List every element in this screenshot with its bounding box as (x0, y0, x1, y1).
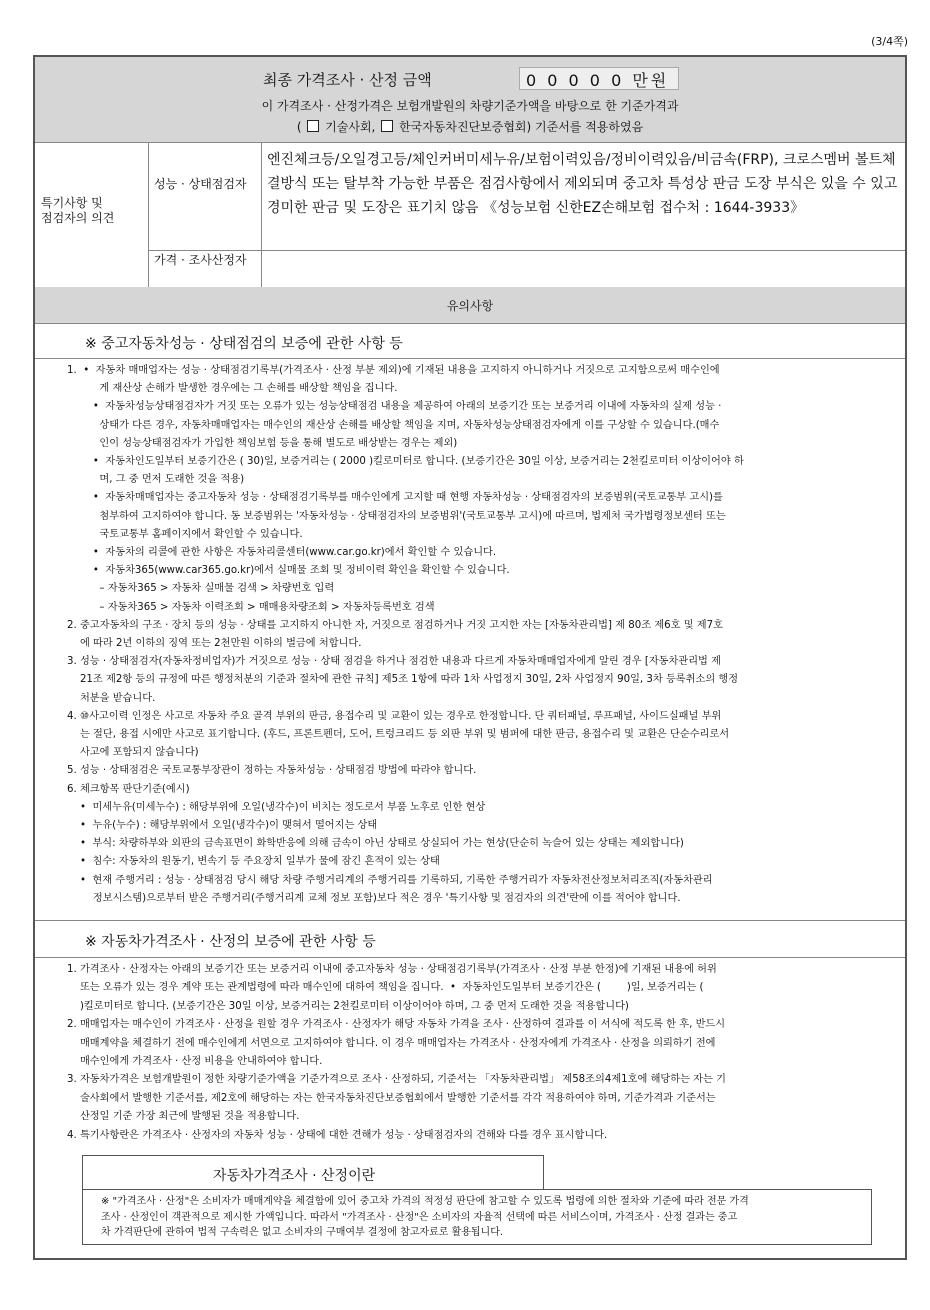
amount-field[interactable]: 0 0 0 0 0 만원 (519, 67, 679, 90)
list-line: 며, 그 중 먼저 도래한 것을 적용) (67, 474, 245, 486)
list-line: 2. 중고자동차의 구조 · 장치 등의 성능 · 상태를 고지하지 아니한 자, 거짓으로 점검하거나 거짓 고지한 자는 [자동차관리법] 제 80조 제6호 및 제7호 (67, 619, 723, 631)
list-line: 에 따라 2년 이하의 징역 또는 2천만원 이하의 벌금에 처합니다. (67, 638, 362, 649)
list-line: 처분을 받습니다. (67, 692, 156, 704)
inspector-label: 성능 · 상태점검자 (154, 177, 247, 191)
appraiser-label: 가격 · 조사산정자 (154, 253, 247, 267)
list-line: 6. 체크항목 판단기준(예시) (67, 783, 190, 795)
list-line: • 부식: 차량하부와 외판의 금속표면이 화학반응에 의해 금속이 아닌 상태로 상실되어 가는 현상(단순히 녹슬어 있는 상태는 제외합니다) (67, 838, 684, 850)
list-line: 4. 특기사항란은 가격조사 · 산정자의 자동차 성능 · 상태에 대한 견해가 성능 · 상태점검자의 견해와 다를 경우 표시합니다. (67, 1129, 608, 1141)
checkbox-engineering-society[interactable] (307, 120, 319, 132)
inspector-opinion-text[interactable]: 엔진체크등/오일경고등/체인커버미세누유/보험이력있음/정비이력있음/비금속(FRP), 크로스멤버 볼트체결방식 또는 탈부착 가능한 부품은 점검사항에서 제외되며 중고차 특성상 판금 도장 부식은 있을 수 있고 경미한 판금 및 도장은 표기치 않음 《성능보험 신한EZ손해보험 접수처 : 1644-3933》 (267, 152, 898, 216)
list-line: 사고에 포함되지 않습니다) (67, 747, 199, 759)
list-line: • 자동차인도일부터 보증기간은 ( 30)일, 보증거리는 ( 2000 )킬로미터로 합니다. (보증기간은 30일 이상, 보증거리는 2천킬로미터 이상이어야 하 (67, 456, 744, 467)
divider (35, 358, 905, 359)
section2-heading: ※ 자동차가격조사 · 산정의 보증에 관한 사항 등 (85, 934, 376, 950)
about-title: 자동차가격조사 · 산정이란 (213, 1168, 376, 1184)
list-line: • 누유(누수) : 해당부위에서 오일(냉각수)이 맺혀서 떨어지는 상태 (67, 820, 378, 831)
list-line: • 현재 주행거리 : 성능 · 상태점검 당시 해당 차량 주행거리계의 주행거리를 기록하되, 기록한 주행거리가 자동차전산정보처리조직(자동차관리 (67, 874, 713, 886)
list-line: 4. ⑩사고이력 인정은 사고로 자동차 주요 골격 부위의 판금, 용접수리 및 교환이 있는 경우로 한정합니다. 단 쿼터패널, 루프패널, 사이드실패널 부위 (67, 710, 722, 722)
list-line: 1. • 자동차 매매업자는 성능 · 상태점검기록부(가격조사 · 산정 부분 제외)에 기재된 내용을 고지하지 아니하거나 거짓으로 고지함으로써 매수인에 (67, 365, 720, 376)
list-line: 국토교통부 홈페이지에서 확인할 수 있습니다. (67, 528, 303, 540)
list-line: 2. 매매업자는 매수인이 가격조사 · 산정을 원할 경우 가격조사 · 산정자가 해당 자동차 가격을 조사 · 산정하여 결과를 이 서식에 적도록 한 후, 반드시 (67, 1019, 726, 1031)
special-notes-label: 특기사항 및 점검자의 의견 (41, 196, 115, 225)
divider (35, 920, 905, 921)
price-header (35, 57, 905, 143)
special-notes-table (35, 142, 905, 288)
list-line: • 미세누유(미세누수) : 해당부위에 오일(냉각수)이 비치는 정도로서 부품 노후로 인한 현상 (67, 801, 486, 813)
list-line: 매매계약을 체결하기 전에 매수인에게 서면으로 고지하여야 합니다. 이 경우 매매업자는 가격조사 · 산정자에게 가격조사 · 산정을 의뢰하기 전에 (67, 1037, 716, 1049)
list-line: • 자동차의 리콜에 관한 사항은 자동차리콜센터(www.car.go.kr)에서 확인할 수 있습니다. (67, 547, 497, 558)
about-appraisal-box (82, 1155, 872, 1245)
list-line: 인이 성능상태점검자가 가입한 책임보험 등을 통해 별도로 배상받는 경우는 제외) (67, 437, 458, 449)
caution-title: 유의사항 (446, 299, 494, 313)
standard-options: ( 기술사회, 한국자동차진단보증협회) 기준서를 적용하였음 (296, 120, 644, 134)
list-line: • 자동차365(www.car365.go.kr)에서 실매물 조회 및 정비이력 확인을 확인할 수 있습니다. (67, 565, 510, 577)
list-line: 상태가 다른 경우, 자동차매매업자는 매수인의 재산상 손해를 배상할 책임을 지며, 자동차성능상태점검자에게 이를 구상할 수 있습니다.(매수 (67, 419, 720, 431)
list-line: ※ "가격조사 · 산정"은 소비자가 매매계약을 체결함에 있어 중고차 가격의 적정성 판단에 참고할 수 있도록 법령에 의한 절차와 기준에 따라 전문 가격 (101, 1196, 749, 1207)
appraiser-opinion-field[interactable] (261, 250, 905, 287)
list-line: • 침수: 자동차의 원동기, 변속기 등 주요장치 일부가 물에 잠긴 흔적이 있는 상태 (67, 856, 440, 868)
page-number: (3/4쪽) (871, 35, 908, 48)
checkbox-kadia[interactable] (381, 120, 393, 132)
price-basis-text: 이 가격조사 · 산정가격은 보험개발원의 차량기준가액을 바탕으로 한 기준가격과 (261, 99, 679, 113)
final-price-title: 최종 가격조사 · 산정 금액 (263, 71, 432, 89)
list-line: 21조 제2항 등의 규정에 따른 행정처분의 기준과 절차에 관한 규칙] 제5조 1항에 따라 1차 사업정지 30일, 2차 사업정지 90일, 3차 등록취소의 행정 (67, 674, 739, 686)
list-line: – 자동차365 > 자동차 이력조회 > 매매용차량조회 > 자동차등록번호 검색 (67, 601, 435, 613)
list-line: )킬로미터로 합니다. (보증기간은 30일 이상, 보증거리는 2천킬로미터 이상이어야 하며, 그 중 먼저 도래한 것을 적용합니다) (67, 1000, 629, 1012)
divider (35, 957, 905, 958)
list-line: 5. 성능 · 상태점검은 국토교통부장관이 정하는 자동차성능 · 상태점검 방법에 따라야 합니다. (67, 765, 477, 777)
list-line: – 자동차365 > 자동차 실매물 검색 > 차량번호 입력 (67, 583, 335, 595)
list-line: 3. 성능 · 상태점검자(자동차정비업자)가 거짓으로 성능 · 상태 점검을 하거나 점검한 내용과 다르게 자동차매매업자에게 알린 경우 [자동차관리법 제 (67, 656, 721, 668)
list-line: 매수인에게 가격조사 · 산정 비용을 안내하여야 합니다. (67, 1056, 323, 1067)
list-line: 1. 가격조사 · 산정자는 아래의 보증기간 또는 보증거리 이내에 중고자동차 성능 · 상태점검기록부(가격조사 · 산정 부분 한정)에 기재된 내용에 허위 (67, 964, 717, 975)
list-line: 술사회에서 발행한 기준서를, 제2호에 해당하는 자는 한국자동차진단보증협회에서 발행한 기준서를 각각 적용하여야 하며, 기준가격과 기준서는 (67, 1092, 716, 1104)
section1-heading: ※ 중고자동차성능 · 상태점검의 보증에 관한 사항 등 (85, 336, 403, 352)
list-line: • 자동차성능상태점검자가 거짓 또는 오류가 있는 성능상태점검 내용을 제공하여 아래의 보증기간 또는 보증거리 이내에 자동차의 실제 성능 · (67, 401, 722, 413)
list-line: 첨부하여 고지하여야 합니다. 동 보증범위는 '자동차성능 · 상태점검자의 보증범위'(국토교통부 고시)에 따르며, 법제처 국가법령정보센터 또는 (67, 510, 726, 522)
list-line: 또는 오류가 있는 경우 계약 또는 관계법령에 따라 매수인에 대하여 책임을 집니다. • 자동차인도일부터 보증기간은 ( )일, 보증거리는 ( (67, 982, 704, 994)
list-line: 산정일 기준 가장 최근에 발행된 것을 적용합니다. (67, 1111, 300, 1123)
list-line: 3. 자동차가격은 보험개발원이 정한 차량기준가액을 기준가격으로 조사 · 산정하되, 기준서는 「자동차관리법」 제58조의4제1호에 해당하는 자는 기 (67, 1074, 726, 1086)
list-line: 조사 · 산정인이 객관적으로 제시한 가액입니다. 따라서 "가격조사 · 산정"은 소비자의 자율적 선택에 따른 서비스이며, 가격조사 · 산정 결과는 중고 (101, 1211, 738, 1223)
list-line: 정보시스템)으로부터 받은 주행거리(주행거리계 교체 정보 포함)보다 적은 경우 '특기사항 및 점검자의 의견'란에 이를 적어야 합니다. (67, 892, 681, 904)
caution-bar (35, 287, 905, 324)
list-line: 는 절단, 용접 시에만 사고로 표기합니다. (후드, 프론트펜더, 도어, 트렁크리드 등 외판 부위 및 범퍼에 대한 판금, 용접수리 및 교환은 단순수리로서 (67, 729, 730, 740)
list-line: 차 가격판단에 관하여 법적 구속력은 없고 소비자의 구매여부 결정에 참고자료로 활용됩니다. (101, 1227, 504, 1238)
list-line: 게 재산상 손해가 발생한 경우에는 그 손해를 배상할 책임을 집니다. (67, 383, 398, 395)
list-line: • 자동차매매업자는 중고자동차 성능 · 상태점검기록부를 매수인에게 고지할 때 현행 자동차성능 · 상태점검자의 보증범위(국토교통부 고시)를 (67, 492, 723, 504)
about-body (82, 1189, 872, 1245)
form-frame (33, 55, 907, 1260)
